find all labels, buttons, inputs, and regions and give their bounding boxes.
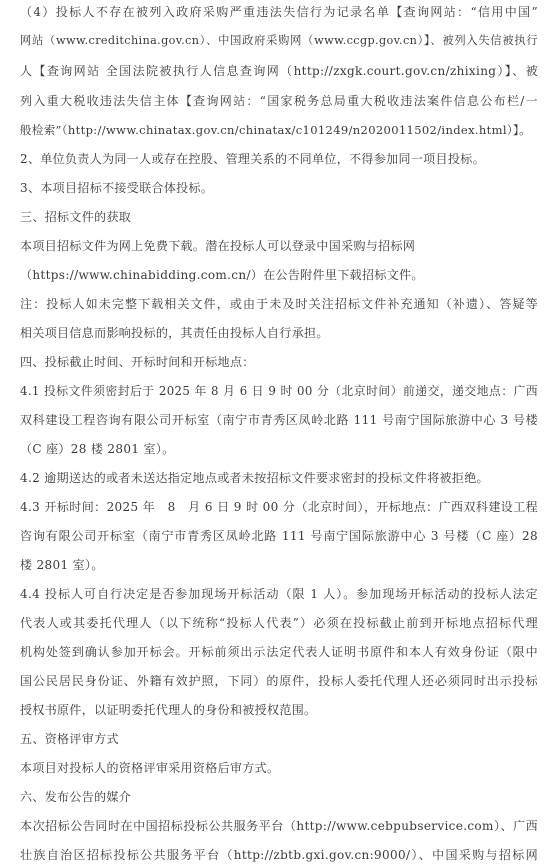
text-line: 3、本项目招标不接受联合体投标。 xyxy=(20,181,214,195)
text-line: 机构处签到确认参加开标会。开标前须出示法定代表人证明书原件和本人有效身份证（限中 xyxy=(20,645,538,659)
text-line: （C 座）28 楼 2801 室）。 xyxy=(20,442,175,456)
text-line: 相关项目信息而影响投标的，其责任由投标人自行承担。 xyxy=(20,326,329,340)
text-line: 本项目招标文件为网上免费下载。潜在投标人可以登录中国采购与招标网 xyxy=(20,239,416,253)
text-line: 2、单位负责人为同一人或存在控股、管理关系的不同单位，不得参加同一项目投标。 xyxy=(20,152,485,166)
text-line: 4.4 投标人可自行决定是否参加现场开标活动（限 1 人）。参加现场开标活动的投标人法定 xyxy=(20,587,538,601)
section-heading: 四、投标截止时间、开标时间和开标地点： xyxy=(20,355,255,369)
section-heading: 六、发布公告的媒介 xyxy=(20,790,132,804)
text-line: 双科建设工程咨询有限公司开标室（南宁市青秀区凤岭北路 111 号南宁国际旅游中心 3 号楼 xyxy=(20,413,538,427)
text-line: 般检索”（http://www.chinatax.gov.cn/chinatax/c101249/n2020011502/index.html）】。 xyxy=(20,123,531,137)
text-line: 人【查询网站 全国法院被执行人信息查询网（http://zxgk.court.gov.cn/zhixing）】、被 xyxy=(20,64,538,78)
text-line: 楼 2801 室）。 xyxy=(20,558,104,572)
text-line: 壮族自治区招标投标公共服务平台（http://zbtb.gxi.gov.cn:9000/）、中国采购与招标网 xyxy=(20,848,538,862)
section-heading: 三、招标文件的获取 xyxy=(20,210,132,224)
text-line: （https://www.chinabidding.com.cn/）在公告附件里下载招标文件。 xyxy=(20,268,424,282)
section-heading: 五、资格评审方式 xyxy=(20,732,119,746)
text-line: 4.2 逾期送达的或者未送达指定地点或者未按招标文件要求密封的投标文件将被拒绝。 xyxy=(20,471,489,485)
text-line: 本次招标公告同时在中国招标投标公共服务平台（http://www.cebpubservice.com）、广西 xyxy=(20,819,538,833)
text-line: （4）投标人不存在被列入政府采购严重违法失信行为记录名单【查询网站：“信用中国” xyxy=(20,5,538,19)
text-line: 咨询有限公司开标室（南宁市青秀区凤岭北路 111 号南宁国际旅游中心 3 号楼（C 座）28 xyxy=(20,529,538,543)
text-line: 国公民居民身份证、外籍有效护照，下同）的原件，投标人委托代理人还必须同时出示投标 xyxy=(20,674,538,688)
text-line: 4.1 投标文件须密封后于 2025 年 8 月 6 日 9 时 00 分（北京时间）前递交，递交地点：广西 xyxy=(20,384,538,398)
text-line: 列入重大税收违法失信主体【查询网站：“国家税务总局重大税收违法案件信息公布栏/一 xyxy=(20,94,538,108)
text-line: 网站（www.creditchina.gov.cn）、中国政府采购网（www.ccgp.gov.cn）】、被列入失信被执行 xyxy=(20,34,538,47)
text-line: 代表人或其委托代理人（以下统称“投标人代表”）必须在投标截止前到开标地点招标代理 xyxy=(20,616,538,630)
text-line: 本项目对投标人的资格评审采用资格后审方式。 xyxy=(20,761,280,775)
text-line: 4.3 开标时间：2025 年 8 月 6 日 9 时 00 分（北京时间），开标地点：广西双科建设工程 xyxy=(20,500,538,514)
text-line: 授权书原件，以证明委托代理人的身份和被授权范围。 xyxy=(20,703,317,717)
text-line: 注：投标人如未完整下载相关文件，或由于未及时关注招标文件补充通知（补遗）、答疑等 xyxy=(20,297,538,311)
